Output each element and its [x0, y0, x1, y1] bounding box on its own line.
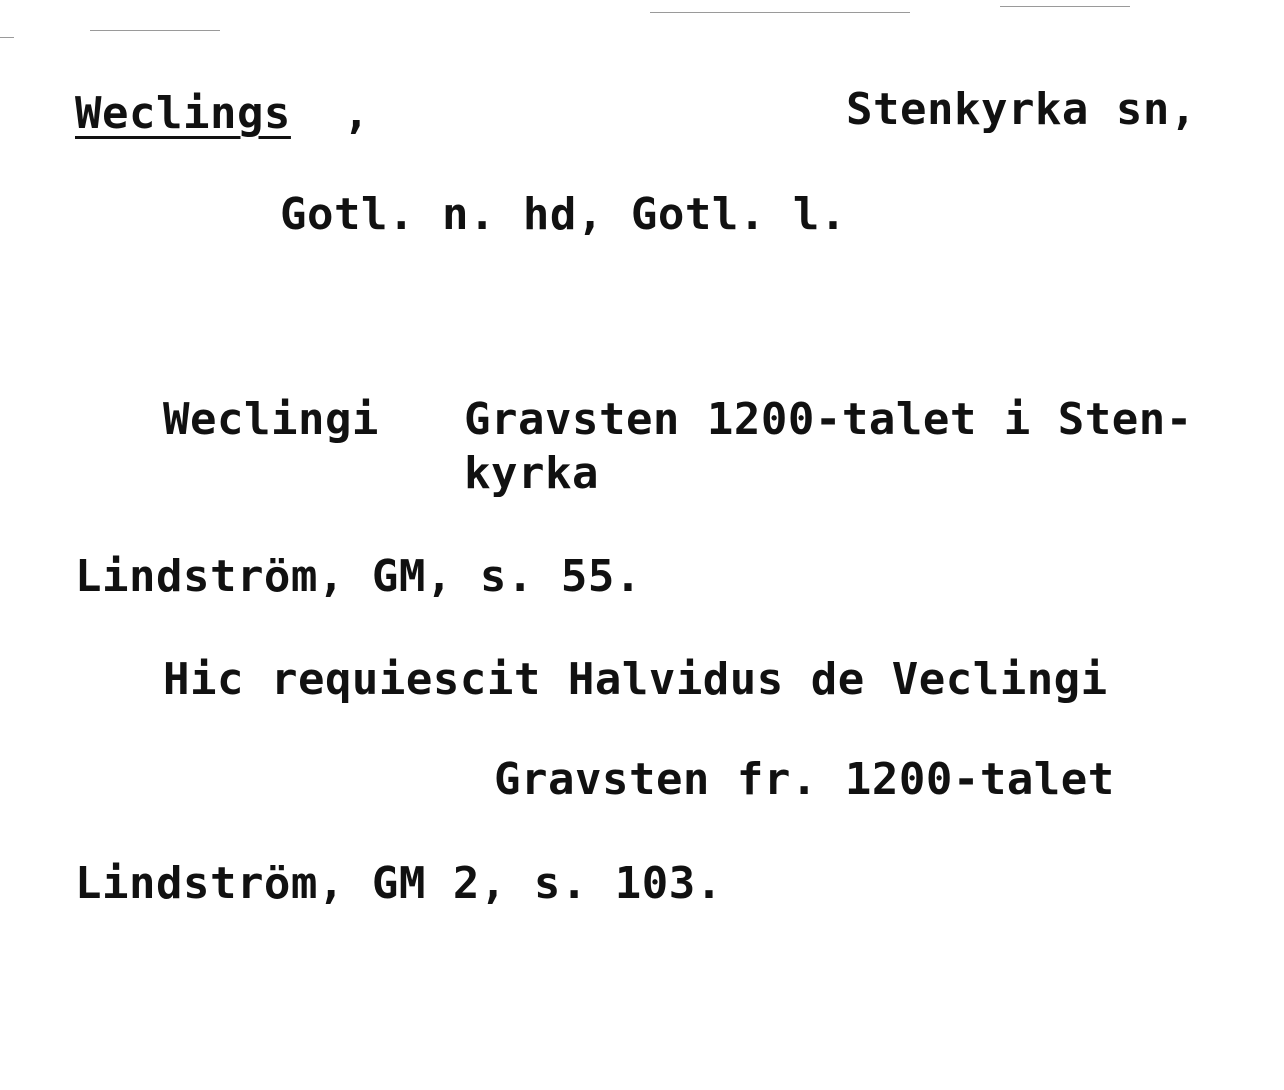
headword-comma: , [343, 88, 370, 139]
source-reference-2: Lindström, GM 2, s. 103. [75, 858, 723, 909]
district-label: Gotl. n. hd, Gotl. l. [280, 189, 847, 240]
entry-form: Weclingi [163, 394, 379, 445]
scan-speck [1000, 6, 1130, 7]
scan-speck [90, 30, 220, 31]
source-reference-1: Lindström, GM, s. 55. [75, 551, 642, 602]
card-top-edge [0, 0, 1284, 2]
parish-label: Stenkyrka sn, [846, 84, 1197, 135]
inscription-quote: Hic requiescit Halvidus de Veclingi [163, 654, 1108, 705]
scan-speck [0, 37, 14, 38]
entry-note-line1: Gravsten 1200-talet i Sten- [464, 394, 1193, 445]
headword: Weclings [75, 88, 291, 139]
entry-note-line2: kyrka [464, 448, 599, 499]
scan-speck [650, 12, 910, 13]
inscription-note: Gravsten fr. 1200-talet [494, 754, 1115, 805]
